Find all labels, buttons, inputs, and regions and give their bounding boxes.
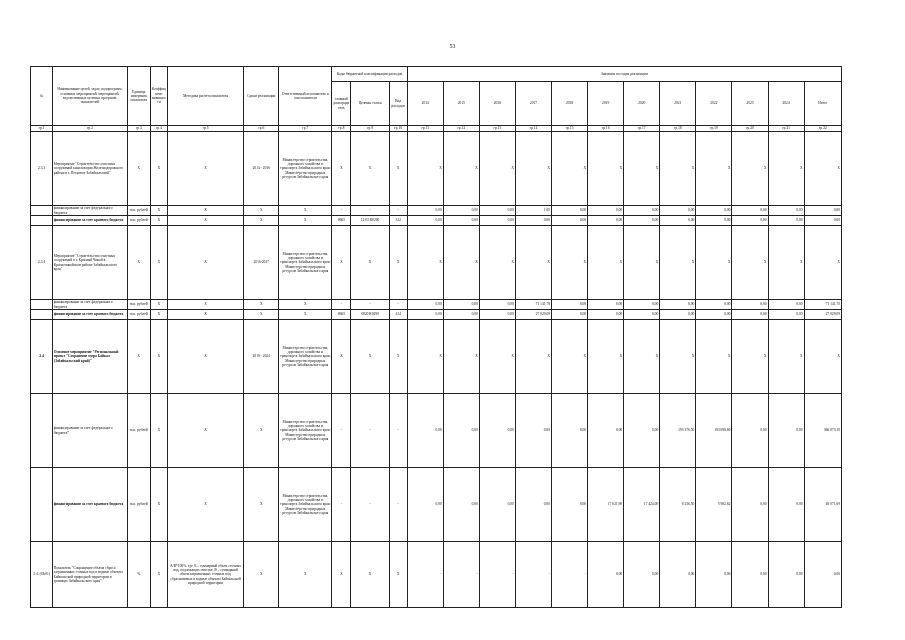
row-value-cell: X xyxy=(768,132,804,206)
header-code-section: Целевая статья xyxy=(351,82,389,126)
row-value-cell: 0,00 xyxy=(515,394,551,468)
row-value-cell: X xyxy=(696,132,732,206)
row-code-type-cell: - xyxy=(389,300,407,310)
row-total-cell: X xyxy=(804,132,841,206)
row-value-cell: 0,00 xyxy=(552,300,588,310)
header-coefficient: Коэффициент значимости xyxy=(150,67,167,126)
row-value-cell: 0,00 xyxy=(407,468,443,542)
row-value-cell: 0,00 xyxy=(732,394,768,468)
row-value-cell: 0,00 xyxy=(479,300,515,310)
table-row xyxy=(31,320,842,394)
row-value-cell: 5 982,62 xyxy=(696,468,732,542)
row-value-cell: 0,00 xyxy=(696,216,732,226)
row-total-cell: 48 071,69 xyxy=(804,468,841,542)
row-value-cell: 0,00 xyxy=(768,310,804,320)
row-value-cell: 0,00 xyxy=(768,468,804,542)
row-code-section-cell: 0820 R0290 xyxy=(351,310,389,320)
row-unit-cell: X xyxy=(127,132,150,206)
row-method-cell: X xyxy=(167,468,243,542)
row-code-type-cell: X xyxy=(389,226,407,300)
row-name-cell: финансирование за счет краевого бюджета xyxy=(53,216,127,226)
row-value-cell: X xyxy=(660,226,696,300)
header-code-type: Вид расходов xyxy=(389,82,407,126)
row-code-type-cell: X xyxy=(389,132,407,206)
row-value-cell: 0,00 xyxy=(696,206,732,216)
row-code-admin-cell: 0665 xyxy=(332,216,351,226)
header-year-2018: 2018 xyxy=(552,82,588,126)
row-value-cell: 0,00 xyxy=(732,206,768,216)
row-coefficient-cell: X xyxy=(150,310,167,320)
column-number: гр.4 xyxy=(150,126,167,132)
row-value-cell: 0,00 xyxy=(552,310,588,320)
table-row xyxy=(31,226,842,300)
row-total-cell: 366 073,10 xyxy=(804,394,841,468)
row-value-cell: 0,00 xyxy=(443,394,479,468)
row-value-cell: X xyxy=(660,320,696,394)
row-value-cell: 0,00 xyxy=(479,206,515,216)
row-total-cell: 0,00 xyxy=(804,206,841,216)
row-value-cell: 0,00 xyxy=(552,468,588,542)
row-code-type-cell: - xyxy=(389,394,407,468)
row-total-cell: X xyxy=(804,320,841,394)
row-name-cell: Мероприятие "Строительство очистных сооружений канализации Железнодорожного района в г. Петровск-Забайкальский" xyxy=(53,132,127,206)
row-value-cell: 0,00 xyxy=(732,300,768,310)
row-unit-cell: % xyxy=(127,542,150,608)
column-number: гр.14 xyxy=(515,126,551,132)
row-value-cell: 0,00 xyxy=(443,310,479,320)
row-value-cell: X xyxy=(479,226,515,300)
table-row xyxy=(31,542,842,608)
row-period-cell: 2016-2017 xyxy=(244,226,279,300)
row-number-cell xyxy=(31,300,53,310)
row-name-cell: Основное мероприятие "Региональный проект "Сохранение озера Байкал (Забайкальский край)" xyxy=(53,320,127,394)
row-period-cell: X xyxy=(244,468,279,542)
row-value-cell: X xyxy=(515,132,551,206)
row-value-cell: 0,00 xyxy=(552,394,588,468)
row-code-section-cell: - xyxy=(351,206,389,216)
column-number: гр.6 xyxy=(244,126,279,132)
table-row xyxy=(31,468,842,542)
row-value-cell: - xyxy=(479,542,515,608)
row-number-cell: 2.4. (Ob01) xyxy=(31,542,53,608)
column-number: гр.13 xyxy=(479,126,515,132)
row-responsible-cell: Министерство строительства, дорожного хозяйства и транспорта Забайкальского края; Министерство природных ресурсов Забайкальского края xyxy=(279,320,332,394)
row-total-cell: 71 141,70 xyxy=(804,300,841,310)
row-value-cell: 0,00 xyxy=(552,216,588,226)
row-value-cell: 8 236,50 xyxy=(660,468,696,542)
row-responsible-cell: X xyxy=(279,310,332,320)
header-year-2021: 2021 xyxy=(660,82,696,126)
row-coefficient-cell: X xyxy=(150,132,167,206)
row-value-cell: 0,00 xyxy=(588,542,624,608)
column-number: гр.20 xyxy=(732,126,768,132)
row-value-cell: 71 141,70 xyxy=(515,300,551,310)
row-value-cell: 0,00 xyxy=(768,542,804,608)
row-method-cell: X xyxy=(167,320,243,394)
row-code-admin-cell: 0665 xyxy=(332,310,351,320)
page-number: 53 xyxy=(449,44,456,50)
row-value-cell: 0,00 xyxy=(732,542,768,608)
row-name-cell: Мероприятие "Строительство очистных сооружений в г. Красный Чикой в Красночикойском районе Забайкальского края" xyxy=(53,226,127,300)
column-number: гр.18 xyxy=(660,126,696,132)
row-coefficient-cell: X xyxy=(150,300,167,310)
row-responsible-cell: Министерство строительства, дорожного хозяйства и транспорта Забайкальского края; Министерство природных ресурсов Забайкальского края xyxy=(279,226,332,300)
row-method-cell: X xyxy=(167,132,243,206)
row-coefficient-cell: X xyxy=(150,206,167,216)
row-code-section-cell: X xyxy=(351,320,389,394)
header-unit: Единица измерения показателя xyxy=(127,67,150,126)
row-responsible-cell: Министерство строительства, дорожного хозяйства и транспорта Забайкальского края; Министерство природных ресурсов Забайкальского края xyxy=(279,132,332,206)
row-code-section-cell: 12 03 R0290 xyxy=(351,216,389,226)
row-value-cell: X xyxy=(624,132,660,206)
header-year-2015: 2015 xyxy=(443,82,479,126)
row-value-cell: 0,00 xyxy=(588,216,624,226)
row-responsible-cell: Министерство строительства, дорожного хозяйства и транспорта Забайкальского края; Министерство природных ресурсов Забайкальского края xyxy=(279,394,332,468)
row-period-cell: X xyxy=(244,310,279,320)
header-year-2020: 2020 xyxy=(624,82,660,126)
row-total-cell: 0,00 xyxy=(804,216,841,226)
row-number-cell xyxy=(31,216,53,226)
header-name: Наименование целей, задач, подпрограмм, основных мероприятий, мероприятий, ведомственных целевых программ, показателей xyxy=(53,67,127,126)
row-value-cell: 0,00 xyxy=(479,310,515,320)
row-value-cell: 0,00 xyxy=(624,310,660,320)
row-code-type-cell: 522 xyxy=(389,216,407,226)
row-period-cell: X xyxy=(244,206,279,216)
row-method-cell: X xyxy=(167,394,243,468)
row-value-cell: 0,00 xyxy=(515,216,551,226)
row-value-cell: 0,00 xyxy=(588,310,624,320)
row-value-cell: X xyxy=(660,132,696,206)
row-period-cell: 2014 - 2016 xyxy=(244,132,279,206)
row-number-cell xyxy=(31,468,53,542)
row-name-cell: финансирование за счет федерального бюджета xyxy=(53,206,127,216)
row-number-cell: 2.3.3 xyxy=(31,132,53,206)
row-value-cell: 0,00 xyxy=(624,206,660,216)
column-number: гр.10 xyxy=(389,126,407,132)
row-method-cell: X xyxy=(167,310,243,320)
row-value-cell: 0,00 xyxy=(588,206,624,216)
row-value-cell: X xyxy=(443,226,479,300)
row-code-type-cell: X xyxy=(389,320,407,394)
row-value-cell: 0,00 xyxy=(588,394,624,468)
row-value-cell: 0,00 xyxy=(407,310,443,320)
row-value-cell: 0,00 xyxy=(407,394,443,468)
table-row xyxy=(31,206,842,216)
header-year-2019: 2019 xyxy=(588,82,624,126)
row-value-cell: 0,00 xyxy=(552,206,588,216)
row-number-cell: 2.4 xyxy=(31,320,53,394)
row-value-cell: 0,00 xyxy=(479,394,515,468)
row-method-cell: X xyxy=(167,226,243,300)
header-year-2023: 2023 xyxy=(732,82,768,126)
row-name-cell: финансирование за счет федерального бюджета* xyxy=(53,394,127,468)
header-year-2014: 2014 xyxy=(407,82,443,126)
header-total: Итого xyxy=(804,82,841,126)
header-period: Сроки реализации xyxy=(244,67,279,126)
column-number: гр.8 xyxy=(332,126,351,132)
row-value-cell: 0,00 xyxy=(624,300,660,310)
header-budget-codes: Коды бюджетной классификации расходов xyxy=(332,67,407,82)
row-code-type-cell: 414 xyxy=(389,310,407,320)
header-responsible: Ответственный исполнитель и соисполнители xyxy=(279,67,332,126)
row-value-cell: X xyxy=(768,226,804,300)
column-number: гр.21 xyxy=(768,126,804,132)
row-code-admin-cell: X xyxy=(332,542,351,608)
row-value-cell: 0,00 xyxy=(768,300,804,310)
row-code-admin-cell: X xyxy=(332,320,351,394)
column-number: гр.12 xyxy=(443,126,479,132)
row-value-cell: 0,00 xyxy=(660,216,696,226)
row-value-cell: 0,00 xyxy=(443,216,479,226)
row-responsible-cell: X xyxy=(279,206,332,216)
row-code-section-cell: - xyxy=(351,300,389,310)
row-code-section-cell: - xyxy=(351,468,389,542)
row-value-cell: 0,00 xyxy=(768,206,804,216)
column-number: гр.17 xyxy=(624,126,660,132)
row-value-cell: 0,00 xyxy=(732,468,768,542)
table-row xyxy=(31,300,842,310)
row-unit-cell: тыс. рублей xyxy=(127,206,150,216)
row-value-cell: 0,00 xyxy=(407,300,443,310)
table-row xyxy=(31,310,842,320)
row-value-cell: X xyxy=(696,226,732,300)
row-name-cell: финансирование за счет федерального бюджета xyxy=(53,300,127,310)
table-header xyxy=(31,67,842,132)
row-coefficient-cell: X xyxy=(150,394,167,468)
row-value-cell: 27 029,09 xyxy=(515,310,551,320)
row-value-cell: - xyxy=(443,542,479,608)
row-value-cell: 0,00 xyxy=(443,468,479,542)
row-unit-cell: X xyxy=(127,226,150,300)
row-code-section-cell: X xyxy=(351,542,389,608)
row-value-cell: X xyxy=(588,320,624,394)
row-value-cell: X xyxy=(732,226,768,300)
row-value-cell: - xyxy=(407,542,443,608)
row-value-cell: X xyxy=(407,132,443,206)
row-value-cell: 0,00 xyxy=(407,206,443,216)
row-value-cell: 0,00 xyxy=(660,310,696,320)
row-code-admin-cell: X xyxy=(332,132,351,206)
row-total-cell: 0,06 xyxy=(804,542,841,608)
header-no: № xyxy=(31,67,53,126)
row-code-type-cell: - xyxy=(389,468,407,542)
row-responsible-cell: Министерство строительства, дорожного хозяйства и транспорта Забайкальского края; Министерство природных ресурсов Забайкальского края xyxy=(279,468,332,542)
row-value-cell: - xyxy=(515,542,551,608)
row-code-section-cell: X xyxy=(351,226,389,300)
row-code-admin-cell: - xyxy=(332,206,351,216)
row-value-cell: X xyxy=(624,226,660,300)
row-value-cell: 0,00 xyxy=(443,206,479,216)
row-period-cell: X xyxy=(244,216,279,226)
row-value-cell: 0,00 xyxy=(732,216,768,226)
row-method-cell: X xyxy=(167,216,243,226)
row-value-cell: 0,06 xyxy=(696,542,732,608)
row-value-cell: 17 621,90 xyxy=(588,468,624,542)
row-value-cell: 0,00 xyxy=(407,216,443,226)
row-responsible-cell: X xyxy=(279,216,332,226)
row-value-cell: 0,00 xyxy=(732,310,768,320)
column-number: гр.3 xyxy=(127,126,150,132)
row-value-cell: 0,00 xyxy=(515,468,551,542)
table-body xyxy=(31,132,842,608)
column-number: гр.15 xyxy=(552,126,588,132)
table-row xyxy=(31,132,842,206)
row-value-cell: 0,00 xyxy=(624,394,660,468)
row-coefficient-cell: X xyxy=(150,542,167,608)
row-period-cell: X xyxy=(244,542,279,608)
column-number: гр.5 xyxy=(167,126,243,132)
row-unit-cell: тыс. рублей xyxy=(127,300,150,310)
row-name-cell: Показатель "Сокращение объема сброса загрязненных сточных вод в водные объекты Байкальской природной территории в границах Забайкальского края" xyxy=(53,542,127,608)
row-name-cell: финансирование за счет краевого бюджета xyxy=(53,310,127,320)
row-unit-cell: тыс. рублей xyxy=(127,394,150,468)
row-unit-cell: тыс. рублей xyxy=(127,468,150,542)
row-number-cell: 2.3.4 xyxy=(31,226,53,300)
row-value-cell: X xyxy=(407,226,443,300)
row-code-admin-cell: - xyxy=(332,300,351,310)
column-number: гр.16 xyxy=(588,126,624,132)
row-code-admin-cell: X xyxy=(332,226,351,300)
row-value-cell: X xyxy=(732,320,768,394)
table-row xyxy=(31,394,842,468)
row-code-section-cell: - xyxy=(351,394,389,468)
row-coefficient-cell: X xyxy=(150,468,167,542)
row-total-cell: 27 029,09 xyxy=(804,310,841,320)
column-number: гр.11 xyxy=(407,126,443,132)
row-period-cell: X xyxy=(244,300,279,310)
row-value-cell: X xyxy=(407,320,443,394)
row-value-cell: 0,00 xyxy=(660,300,696,310)
row-value-cell: 0,00 xyxy=(443,300,479,310)
row-value-cell: X xyxy=(696,320,732,394)
row-value-cell: 0,00 xyxy=(768,394,804,468)
row-value-cell: X xyxy=(624,320,660,394)
column-number: гр.22 xyxy=(804,126,841,132)
header-year-2024: 2024 xyxy=(768,82,804,126)
row-code-admin-cell: - xyxy=(332,394,351,468)
row-value-cell: 0,00 xyxy=(660,206,696,216)
row-coefficient-cell: X xyxy=(150,216,167,226)
row-value-cell: 0,00 xyxy=(624,542,660,608)
row-number-cell xyxy=(31,394,53,468)
row-value-cell: X xyxy=(479,320,515,394)
row-value-cell: X xyxy=(479,132,515,206)
row-value-cell: 0,00 xyxy=(696,310,732,320)
row-total-cell: X xyxy=(804,226,841,300)
row-unit-cell: X xyxy=(127,320,150,394)
row-value-cell: 0,00 xyxy=(479,468,515,542)
row-code-admin-cell: - xyxy=(332,468,351,542)
row-value-cell: X xyxy=(552,132,588,206)
row-value-cell: X xyxy=(588,226,624,300)
column-number: гр.2 xyxy=(53,126,127,132)
row-value-cell: 1,00 xyxy=(515,206,551,216)
row-unit-cell: тыс. рублей xyxy=(127,310,150,320)
row-responsible-cell: X xyxy=(279,542,332,608)
row-coefficient-cell: X xyxy=(150,226,167,300)
column-number: гр.7 xyxy=(279,126,332,132)
row-value-cell: 193 376,50 xyxy=(660,394,696,468)
program-table xyxy=(30,66,842,608)
row-method-cell: X xyxy=(167,300,243,310)
header-values-by-year: Значения по годам реализации xyxy=(407,67,841,82)
header-method: Методика расчета показателя xyxy=(167,67,243,126)
row-number-cell xyxy=(31,310,53,320)
row-period-cell: 2019 - 2024 xyxy=(244,320,279,394)
row-value-cell: 0,00 xyxy=(624,216,660,226)
row-value-cell: X xyxy=(515,320,551,394)
row-method-cell: А/В*100%, где А – суммарный объем сточных вод, подлежащих очистке; В – суммарный объем загрязненных сточных вод, сбрасываемых в водные объекты Байкальской природной территории xyxy=(167,542,243,608)
row-value-cell: X xyxy=(552,226,588,300)
row-value-cell: X xyxy=(443,320,479,394)
row-value-cell: - xyxy=(552,542,588,608)
row-number-cell xyxy=(31,206,53,216)
row-period-cell: X xyxy=(244,394,279,468)
row-coefficient-cell: X xyxy=(150,320,167,394)
row-value-cell: 17 424,00 xyxy=(624,468,660,542)
row-value-cell: 0,00 xyxy=(768,216,804,226)
row-value-cell: X xyxy=(732,132,768,206)
table-row xyxy=(31,216,842,226)
row-value-cell: 0,06 xyxy=(660,542,696,608)
row-value-cell: X xyxy=(588,132,624,206)
column-number: гр.9 xyxy=(351,126,389,132)
row-value-cell: 0,00 xyxy=(479,216,515,226)
row-value-cell: 0,00 xyxy=(588,300,624,310)
row-name-cell: финансирование за счет краевого бюджета xyxy=(53,468,127,542)
header-year-2022: 2022 xyxy=(696,82,732,126)
row-value-cell: X xyxy=(552,320,588,394)
row-code-section-cell: X xyxy=(351,132,389,206)
column-number: гр.1 xyxy=(31,126,53,132)
column-number: гр.19 xyxy=(696,126,732,132)
row-code-type-cell: - xyxy=(389,206,407,216)
header-year-2016: 2016 xyxy=(479,82,515,126)
row-method-cell: X xyxy=(167,206,243,216)
row-unit-cell: тыс. рублей xyxy=(127,216,150,226)
row-value-cell: X xyxy=(515,226,551,300)
row-value-cell: X xyxy=(768,320,804,394)
row-value-cell: X xyxy=(443,132,479,206)
header-code-admin: главный распорядитель xyxy=(332,82,351,126)
row-value-cell: 193 696,60 xyxy=(696,394,732,468)
row-value-cell: 0,00 xyxy=(696,300,732,310)
header-year-2017: 2017 xyxy=(515,82,551,126)
row-responsible-cell: X xyxy=(279,300,332,310)
row-code-type-cell: X xyxy=(389,542,407,608)
